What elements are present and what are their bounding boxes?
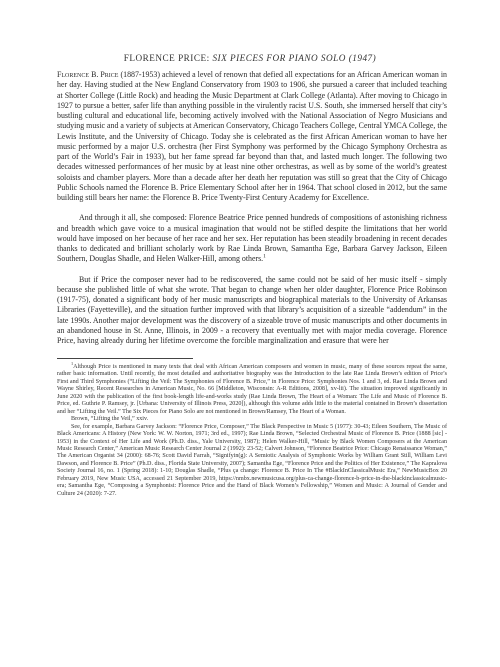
paragraph-text: (1887-1953) achieved a level of renown that defied all expectations for an African American woman in her day. Having studied at the New England Conservatory from 1903 to 1906, she pursued a career that included teaching at Shorter College (Little Rock) and heading the Music Department at Clark College (Atlanta). After moving to Chicago in 1927 to pursue a better, safer life than anything possible in the virulently racist U.S. South, she immersed herself that city’s bustling cultural and educational life, becoming actively involved with the National Association of Negro Musicians and studying music and a variety of subjects at American Conservatory, Chicago Teachers College, Central YMCA College, the Lewis Institute, and the University of Chicago. Today she is celebrated as the first African American woman to have her music performed by a major U.S. orchestra (her First Symphony was performed by the Chicago Symphony Orchestra as part of the World’s Fair in 1933), but her fame spread far beyond than that, and lasted much longer. The following two decades witnessed performances of her music by at least nine other orchestras, as well as by some of the world’s greatest soloists and chamber players. More than a decade after her death her reputation was still so great that the City of Chicago Public Schools named the Florence B. Price Elementary School after her in 1964. That school closed in 2012, but the same building still bears her name: the Florence B. Price Twenty-First Century Academy for Excellence.: [57, 70, 447, 202]
paragraph-text: And through it all, she composed: Florence Beatrice Price penned hundreds of compositions of astonishing richness and breadth which gave voice to a musical imagination that would not be stifled despite the limitations that her world would have imposed on her because of her race and her sex. Her reputation has been steadily broadening in recent decades thanks to dedicated and brilliant scholarly work by Rae Linda Brown, Samantha Ege, Barbara Garvey Jackson, Eileen Southern, Douglas Shadle, and Helen Walker-Hill, among others.: [57, 213, 447, 264]
paragraph-1: [57, 70, 447, 203]
footnote-1: [57, 361, 447, 416]
paragraph-lead: Florence B. Price: [57, 70, 119, 79]
footnotes: [57, 361, 447, 498]
footnote-2: [57, 416, 447, 423]
page-title: [0, 53, 500, 63]
title-italic: SIX PIECES FOR PIANO SOLO (1947): [212, 53, 377, 63]
footnote-number: 1: [71, 361, 74, 366]
paragraph-2: [57, 213, 447, 264]
title-prefix: FLORENCE PRICE:: [123, 53, 213, 63]
footnote-text: Although Price is mentioned in many texts that deal with African American composers and women in music, many of these sources repeat the same, rather basic information. Until recently, the most detailed and authoritative biography was the Introduction to the late Rae Linda Brown’s edition of Price’s First and Third Symphonies (“Lifting the Veil: The Symphonies of Florence B. Price,” in Florence Price: Symphonies Nos. 1 and 3, ed. Rae Linda Brown and Wayne Shirley, Recent Researches in American Music, No. 66 [Middleton, Wisconsin: A-R Editions, 2008], xv-lii). The situation improved significantly in June 2020 with the publication of the first book-length life-and-works study (Rae Linda Brown, The Heart of a Woman: The Life and Music of Florence B. Price, ed. Guthrie P. Ramsey, jr. [Urbana: University of Illinois Press, 2020]), although this volume adds little to the material contained in Brown’s dissertation and her “Lifting the Veil.” The Six Pieces for Piano Solo are not mentioned in Brown/Ramsey, The Heart of a Woman.: [57, 364, 447, 415]
footnote-ref[interactable]: 1: [263, 253, 266, 260]
footnote-text: See, for example, Barbara Garvey Jackson: “Florence Price, Composer,” The Black Perspective in Music 5 (1977): 30-43; Eileen Southern, The Music of Black Americans: A History (New York: W. W. Norton, 1971; 3rd ed., 1997); Rae Linda Brown, “Selected Orchestral Music of Florence B. Price (1888 [sic] - 1953) in the Context of Her Life and Work (Ph.D. diss., Yale University, 1987); Helen Walker-Hill, “Music by Black Women Composers at the American Music Research Center,” American Music Research Center Journal 2 (1992): 23-52; Calvert Johnson, “Florence Beatrice Price: Chicago Renaissance Woman,” The American Organist 34 (2000): 68-76; Scott David Farrah, “Signifyin(g): A Semiotic Analysis of Symphonic Works by William Grant Still, William Levi Dawson, and Florence B. Price” (Ph.D. diss., Florida State University, 2007); Samantha Ege, “Florence Price and the Politics of Her Existence,” The Kapralova Society Journal 16, no. 1 (Spring 2018): 1-10; Douglas Shadle, “Plus ça change: Florence B. Price In The #BlackInClassicalMusic Era,” NewMusicBox 20 February 2019, New Music USA, accessed 21 September 2019, https://nmbx.newmusicusa.org/plus-ca-change-florence-b-price-in-the-blackinclassicalmusic-era; Samantha Ege, “Composing a Symphonist: Florence Price and the Hand of Black Women’s Fellowship,” Women and Music: A Journal of Gender and Culture 24 (2020): 7-27.: [57, 423, 447, 497]
footnote-divider: [57, 358, 193, 359]
footnote-3: [57, 424, 447, 499]
footnote-text: Brown, “Lifting the Veil,” xxiv.: [71, 416, 149, 423]
paragraph-3: [57, 275, 447, 347]
paragraph-text: But if Price the composer never had to be rediscovered, the same could not be said of her music itself - simply because she published little of what she wrote. That began to change when her older daughter, Florence Price Robinson (1917-75), donated a significant body of her music manuscripts and biographical materials to the University of Arkansas Libraries (Fayetteville), and the situation further improved with that library’s acquisition of a sizeable “addendum” in the late 1990s. Another major development was the discovery of a sizeable trove of music manuscripts and other documents in an abandoned house in St. Anne, Illinois, in 2009 - a recovery that eventually met with major media coverage. Florence Price, having already during her lifetime overcome the forcible marginalization and erasure that were her: [57, 274, 447, 345]
body-text: [57, 70, 447, 356]
